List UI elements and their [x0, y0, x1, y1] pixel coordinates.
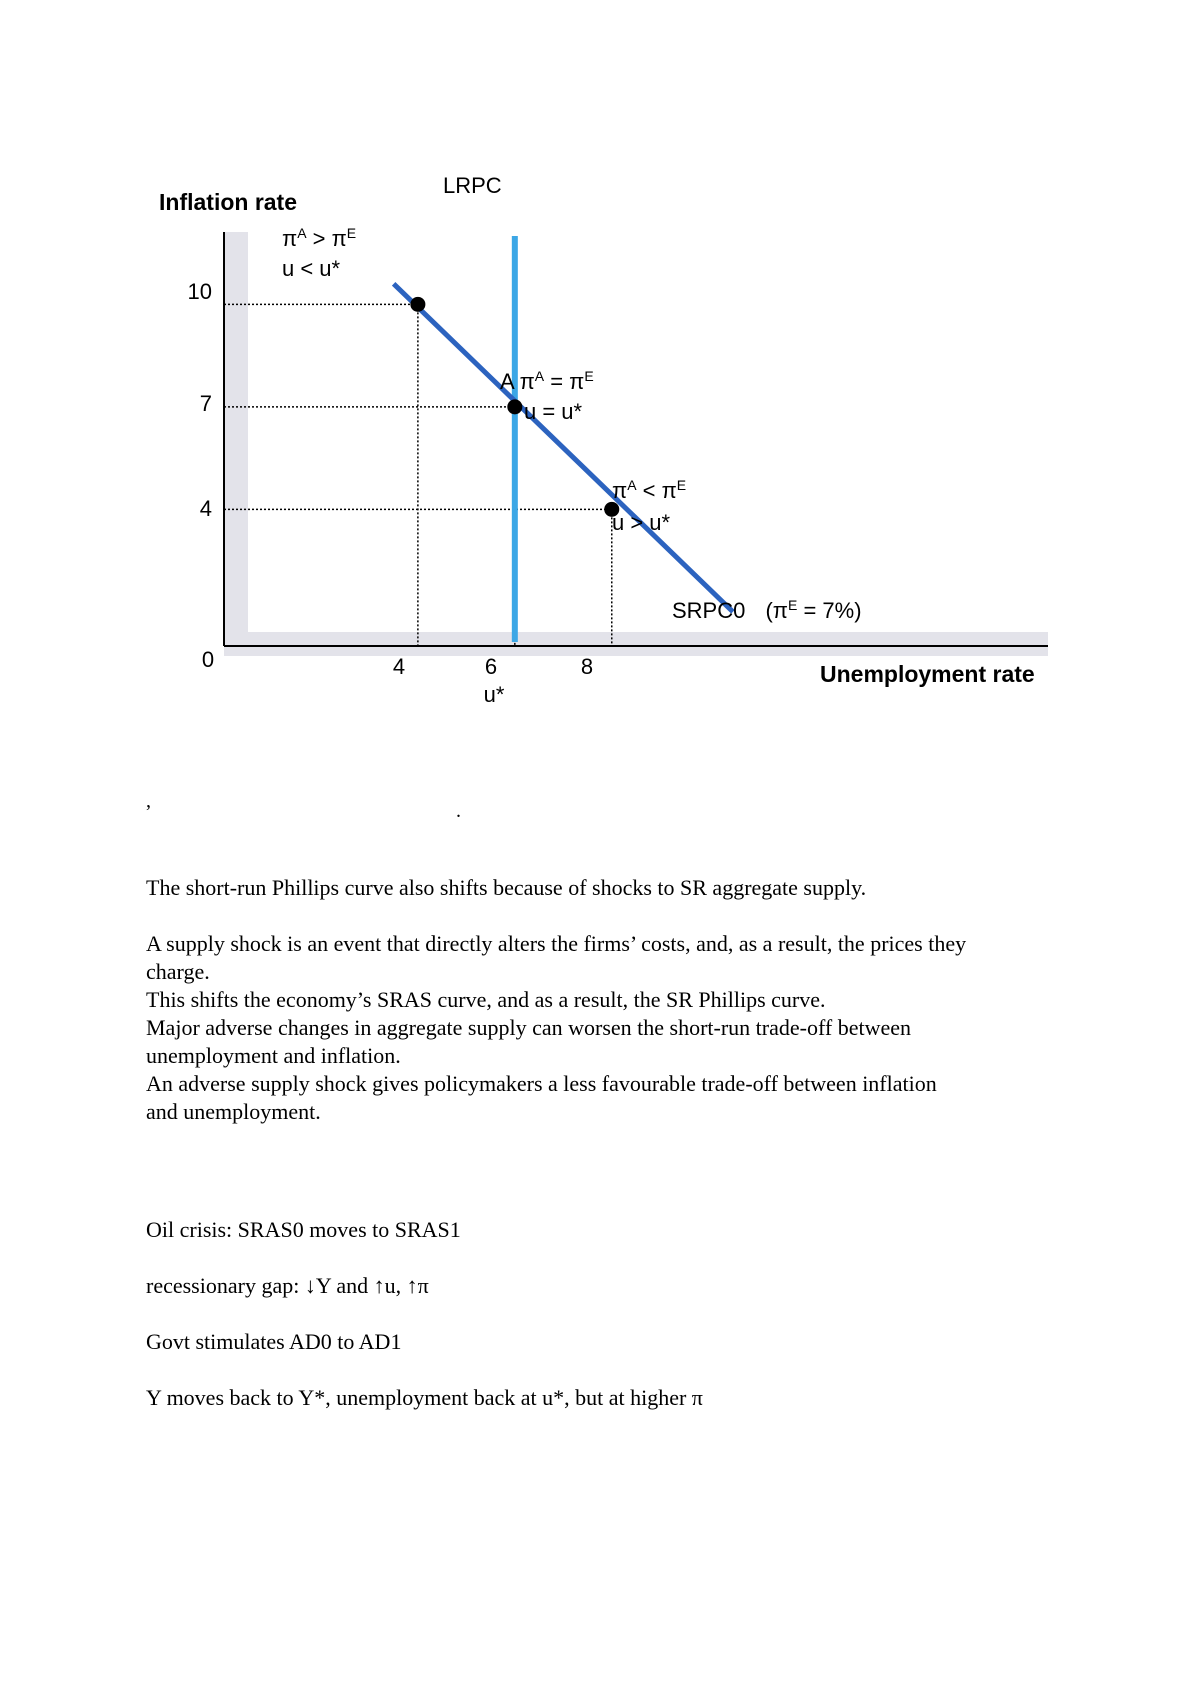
x-axis-title: Unemployment rate	[820, 661, 1035, 687]
x-axis-shadow	[224, 632, 1048, 656]
y-tick-label: 0	[201, 647, 215, 672]
point-a-inflation-label: A $\pi^A = \pi^E$	[500, 368, 594, 394]
text-line: charge.	[146, 959, 210, 984]
paragraph-supply-shock	[146, 930, 1066, 1126]
x-tick-label: 6	[484, 654, 498, 679]
srpc0-expectation-tail: = 7%)	[797, 598, 862, 623]
note-y-returns: Y moves back to Y*, unemployment back at u*, but at higher π	[146, 1385, 703, 1410]
note-recessionary-gap: recessionary gap: ↓Y and ↑u, ↑π	[146, 1273, 429, 1298]
point-top-inflation-label: $\pi^A > \pi^E$	[282, 225, 357, 251]
srpc0-name: SRPC0	[672, 598, 746, 623]
data-point	[410, 297, 425, 312]
srpc0-line	[394, 284, 733, 612]
paragraph-srpc-shift: The short-run Phillips curve also shifts because of shocks to SR aggregate supply.	[146, 875, 867, 900]
x-tick-label: 8	[580, 654, 594, 679]
srpc0-expectation-sup: E	[788, 597, 798, 613]
note-oil-crisis: Oil crisis: SRAS0 moves to SRAS1	[146, 1217, 461, 1242]
srpc0-label	[672, 597, 862, 623]
y-tick-label: 10	[187, 279, 212, 304]
x-tick-sublabel: u*	[483, 682, 505, 707]
point-a-unemployment-label: u = u*	[524, 399, 583, 424]
y-axis-title: Inflation rate	[159, 189, 298, 215]
text-line: and unemployment.	[146, 1099, 321, 1124]
text-line: An adverse supply shock gives policymakers a less favourable trade-off between inflation	[146, 1071, 937, 1096]
stray-comma: ,	[146, 790, 151, 812]
srpc0-expectation: (π	[765, 598, 788, 623]
text-line: This shifts the economy’s SRAS curve, and as a result, the SR Phillips curve.	[146, 987, 826, 1012]
point-bottom-unemployment-label: u > u*	[612, 510, 671, 535]
y-axis-shadow	[224, 232, 248, 632]
data-point	[507, 399, 522, 414]
lrpc-label: LRPC	[443, 173, 502, 198]
y-tick-label: 4	[199, 496, 212, 521]
point-top-unemployment-label: u < u*	[282, 256, 341, 281]
phillips-curve-chart	[0, 0, 1200, 740]
y-tick-label: 7	[199, 391, 212, 416]
guide-lines	[224, 304, 612, 646]
x-tick-label: 4	[392, 654, 406, 679]
text-line: Major adverse changes in aggregate supply can worsen the short-run trade-off between	[146, 1015, 912, 1040]
text-line: A supply shock is an event that directly alters the firms’ costs, and, as a result, the prices they	[146, 931, 967, 956]
text-line: unemployment and inflation.	[146, 1043, 401, 1068]
point-bottom-inflation-label: $\pi^A < \pi^E$	[612, 477, 687, 503]
stray-dot: .	[456, 800, 461, 822]
note-govt-stimulus: Govt stimulates AD0 to AD1	[146, 1329, 402, 1354]
